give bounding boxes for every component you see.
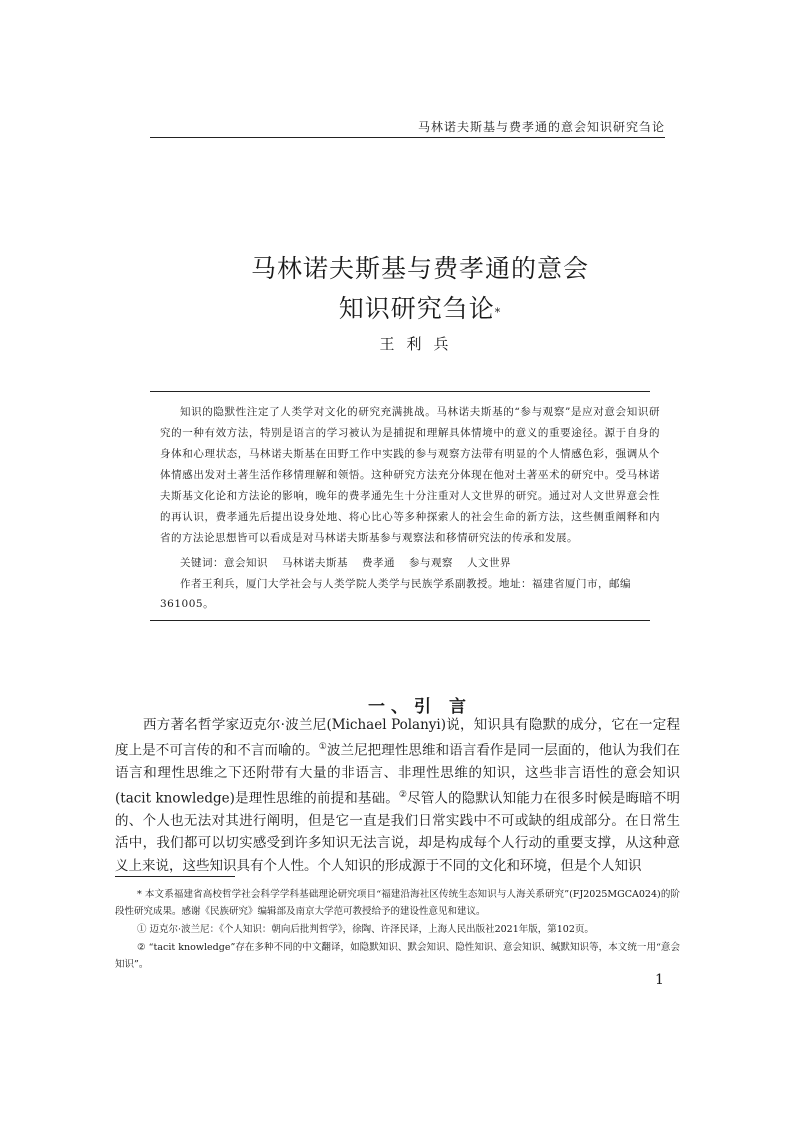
keywords: [180, 553, 660, 573]
title-footnote-mark: *: [494, 305, 502, 319]
footnote: [115, 886, 680, 920]
keyword: 费孝通: [362, 557, 395, 569]
footnote-text: “tacit knowledge”存在多种不同的中文翻译，如隐默知识、默会知识、隐性知识、意会知识、缄默知识等，本文统一用“意会知识”。: [115, 942, 680, 970]
footnote-rule: [115, 876, 235, 877]
abstract: 知识的隐默性注定了人类学对文化的研究充满挑战。马林诺夫斯基的“参与观察”是应对意会知识研究的一种有效方法，特别是语言的学习被认为是捕捉和理解具体情境中的意义的重要途径。源于自身的身体和心理状态，马林诺夫斯基在田野工作中实践的参与观察方法带有明显的个人情感色彩，强调从个体情感出发对土著生活作移情理解和领悟。这种研究方法充分体现在他对土著巫术的研究中。受马林诺夫斯基文化论和方法论的影响，晚年的费孝通先生十分注重对人文世界的研究。通过对人文世界意会性的再认识，费孝通先后提出设身处地、将心比心等多种探索人的社会生命的新方法，这些侧重阐释和内省的方法论思想皆可以看成是对马林诺夫斯基参与观察法和移情研究法的传承和发展。: [160, 406, 660, 544]
footnote-text: 本文系福建省高校哲学社会科学学科基础理论研究项目“福建沿海社区传统生态知识与人海关系研究”(FJ2025MGCA024)的阶段性研究成果。感谢《民族研究》编辑部及南京大学范可教授给予的建设性意见和建议。: [115, 889, 680, 917]
keyword: 参与观察: [409, 557, 453, 569]
running-head: 马林诺夫斯基与费孝通的意会知识研究刍论: [417, 120, 665, 134]
keyword: 人文世界: [467, 557, 511, 569]
body-text-part-3: 尽管人的隐默认知能力在很多时候是晦暗不明的、个人也无法对其进行阐明，但是它一直是我们日常实践中不可或缺的组成部分。在日常生活中，我们都可以切实感受到许多知识无法言说，却是构成每个人行动的重要支撑，从这种意义上来说，这些知识具有个人性。个人知识的形成源于不同的文化和环境，但是个人知识: [115, 790, 680, 874]
keyword: 马林诺夫斯基: [282, 557, 348, 569]
page-number: 1: [655, 972, 664, 988]
body-paragraph: [115, 714, 680, 877]
keyword: 意会知识: [224, 557, 268, 569]
title-line-1: 马林诺夫斯基与费孝通的意会: [250, 253, 589, 283]
footnote-text: 迈克尔·波兰尼：《个人知识：朝向后批判哲学》，徐陶、许泽民译，上海人民出版社2021年版，第102页。: [149, 924, 594, 935]
title-line-2: 知识研究刍论: [338, 293, 495, 323]
author-name: 王利兵: [379, 335, 461, 353]
footnotes: [115, 886, 680, 974]
footnote-mark: ②: [137, 942, 146, 953]
body-text-part-1: 西方著名哲学家迈克尔·波兰尼(Michael Polanyi)说，知识具有隐默的成分，它在一定程度上是不可言传的和不言而喻的。: [115, 717, 680, 759]
abstract-bottom-rule: [150, 620, 650, 621]
keywords-label: 关键词：: [180, 557, 224, 569]
body-text-part-2: 波兰尼把理性思维和语言看作是同一层面的，他认为我们在语言和理性思维之下还附带有大量的非语言、非理性思维的知识，这些非言语性的意会知识(tacit knowledge)是理性思维的前提和基础。: [115, 742, 681, 807]
footnote-mark: ①: [137, 924, 147, 935]
abstract-top-rule: [150, 391, 650, 392]
author-info: 作者王利兵，厦门大学社会与人类学院人类学与民族学系副教授。地址：福建省厦门市，邮编361005。: [160, 578, 631, 610]
article-title: [150, 249, 690, 329]
header-rule: [150, 137, 665, 138]
footnote-ref: ①: [318, 742, 327, 753]
footnote-mark: *: [137, 889, 142, 900]
footnote: [115, 921, 680, 938]
section-heading: 一、引 言: [368, 697, 472, 718]
footnote-ref: ②: [398, 790, 408, 801]
footnote: [115, 939, 680, 973]
